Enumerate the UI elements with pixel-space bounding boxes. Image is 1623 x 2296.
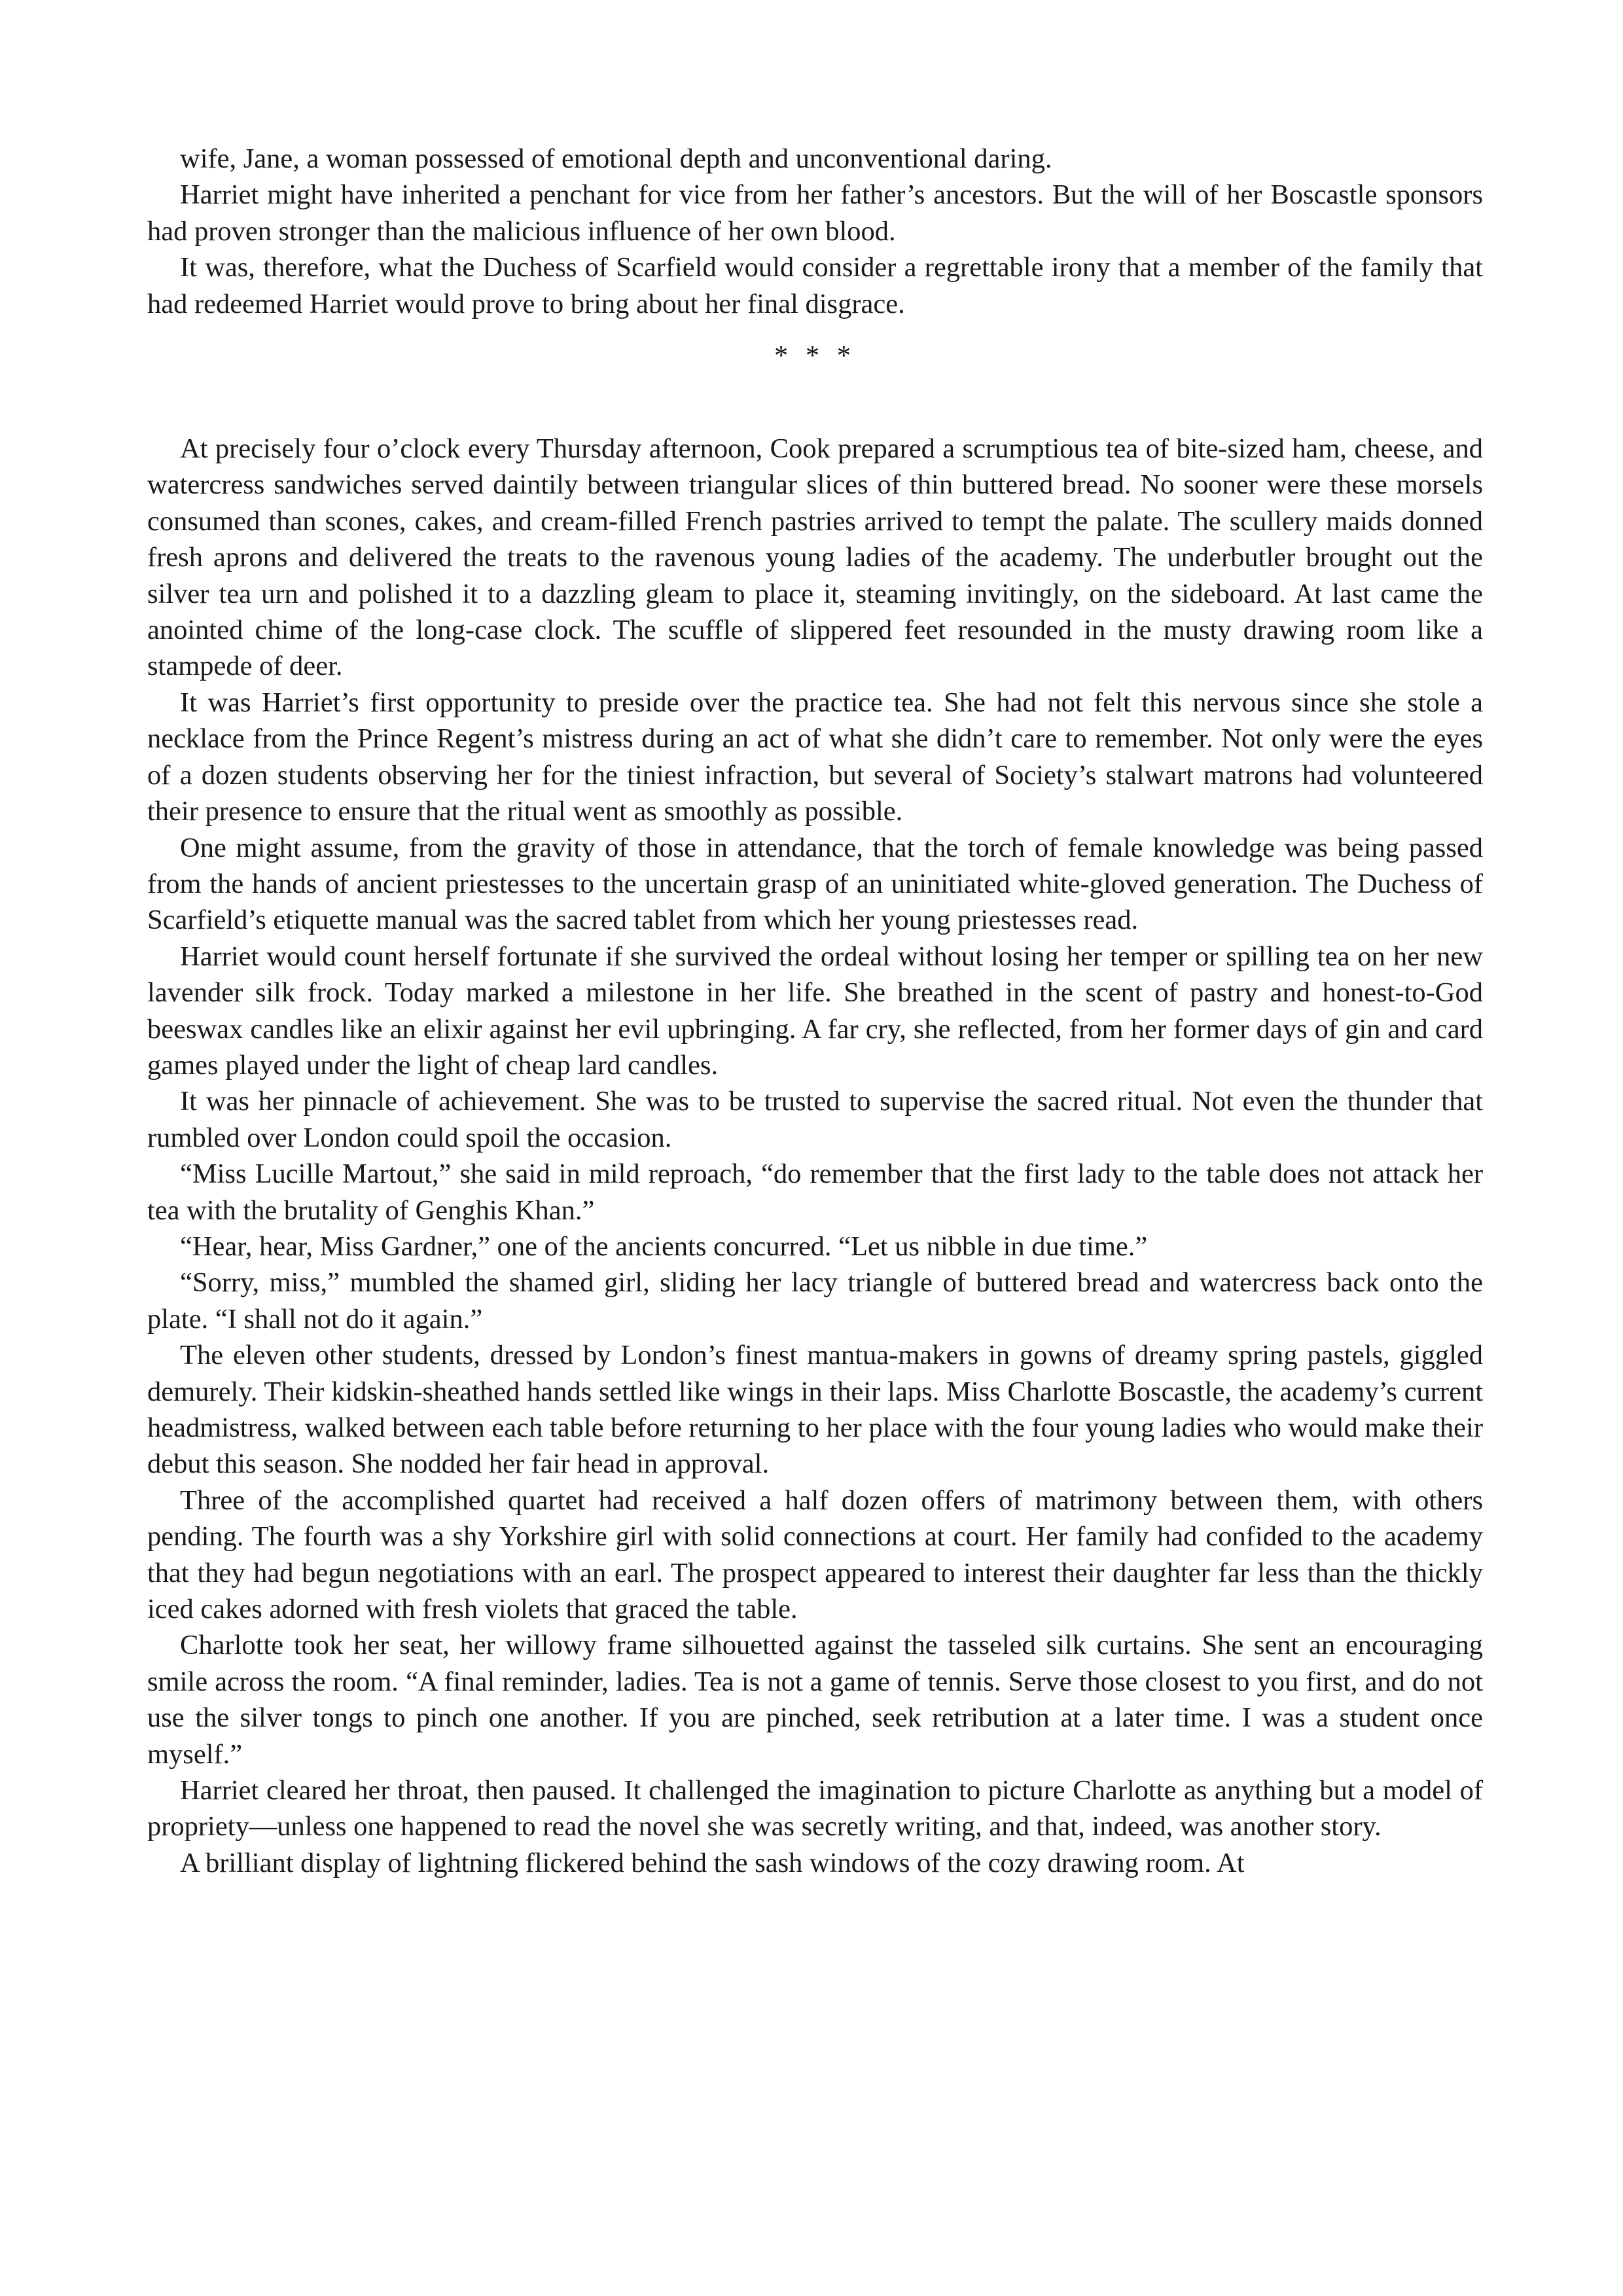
paragraph: At precisely four o’clock every Thursday afternoon, Cook prepared a scrumptious tea of bite-sized ham, cheese, and watercress sandwiches served daintily between triangular slices of thin buttered bread. No sooner were these morsels consumed than scones, cakes, and cream-filled French pastries arrived to tempt the palate. The scullery maids donned fresh aprons and delivered the treats to the ravenous young ladies of the academy. The underbutler brought out the silver tea urn and polished it to a dazzling gleam to place it, steaming invitingly, on the sideboard. At last came the anointed chime of the long-case clock. The scuffle of slippered feet resounded in the musty drawing room like a stampede of deer.	[147, 433, 1483, 682]
paragraph: Charlotte took her seat, her willowy frame silhouetted against the tasseled silk curtains. She sent an encouraging smile across the room. “A final reminder, ladies. Tea is not a game of tennis. Serve those closest to you first, and do not use the silver tongs to pinch one another. If you are pinched, seek retribution at a later time. I was a student once myself.”	[147, 1630, 1483, 1770]
paragraph: Harriet cleared her throat, then paused. It challenged the imagination to picture Charlotte as anything but a model of propriety—unless one happened to read the novel she was secretly writing, and that, indeed, was another story.	[147, 1775, 1483, 1842]
paragraph: Harriet might have inherited a penchant for vice from her father’s ancestors. But the will of her Boscastle sponsors had proven stronger than the malicious influence of her own blood.	[147, 179, 1483, 247]
paragraph: “Hear, hear, Miss Gardner,” one of the ancients concurred. “Let us nibble in due time.”	[180, 1230, 1148, 1262]
paragraph: It was Harriet’s first opportunity to preside over the practice tea. She had not felt this nervous since she stole a necklace from the Prince Regent’s mistress during an act of what she didn’t care to remember. Not only were the eyes of a dozen students observing her for the tiniest infraction, but several of Society’s stalwart matrons had volunteered their presence to ensure that the ritual went as smoothly as possible.	[147, 687, 1483, 827]
paragraph: It was her pinnacle of achievement. She was to be trusted to supervise the sacred ritual. Not even the thunder that rumbled over London could spoil the occasion.	[147, 1086, 1483, 1153]
paragraph: “Sorry, miss,” mumbled the shamed girl, sliding her lacy triangle of buttered bread and watercress back onto the plate. “I shall not do it again.”	[147, 1267, 1483, 1335]
paragraph: A brilliant display of lightning flickered behind the sash windows of the cozy drawing room. At	[180, 1847, 1245, 1878]
paragraph: wife, Jane, a woman possessed of emotional depth and unconventional daring.	[180, 143, 1052, 174]
paragraph: The eleven other students, dressed by London’s finest mantua-makers in gowns of dreamy spring pastels, giggled demurely. Their kidskin-sheathed hands settled like wings in their laps. Miss Charlotte Boscastle, the academy’s current headmistress, walked between each table before returning to her place with the four young ladies who would make their debut this season. She nodded her fair head in approval.	[147, 1340, 1483, 1480]
paragraph: “Miss Lucille Martout,” she said in mild reproach, “do remember that the first lady to the table does not attack her tea with the brutality of Genghis Khan.”	[147, 1158, 1483, 1226]
paragraph: It was, therefore, what the Duchess of Scarfield would consider a regrettable irony that a member of the family that had redeemed Harriet would prove to bring about her final disgrace.	[147, 252, 1483, 319]
book-page	[147, 141, 1483, 1881]
scene-break: * * *	[774, 340, 856, 372]
paragraph: Harriet would count herself fortunate if she survived the ordeal without losing her temper or spilling tea on her new lavender silk frock. Today marked a milestone in her life. She breathed in the scent of pastry and honest-to-God beeswax candles like an elixir against her evil upbringing. A far cry, she reflected, from her former days of gin and card games played under the light of cheap lard candles.	[147, 941, 1483, 1081]
paragraph: Three of the accomplished quartet had received a half dozen offers of matrimony between them, with others pending. The fourth was a shy Yorkshire girl with solid connections at court. Her family had confided to the academy that they had begun negotiations with an earl. The prospect appeared to interest their daughter far less than the thickly iced cakes adorned with fresh violets that graced the table.	[147, 1484, 1483, 1625]
paragraph: One might assume, from the gravity of those in attendance, that the torch of female knowledge was being passed from the hands of ancient priestesses to the uncertain grasp of an uninitiated white-gloved generation. The Duchess of Scarfield’s etiquette manual was the sacred tablet from which her young priestesses read.	[147, 832, 1483, 936]
